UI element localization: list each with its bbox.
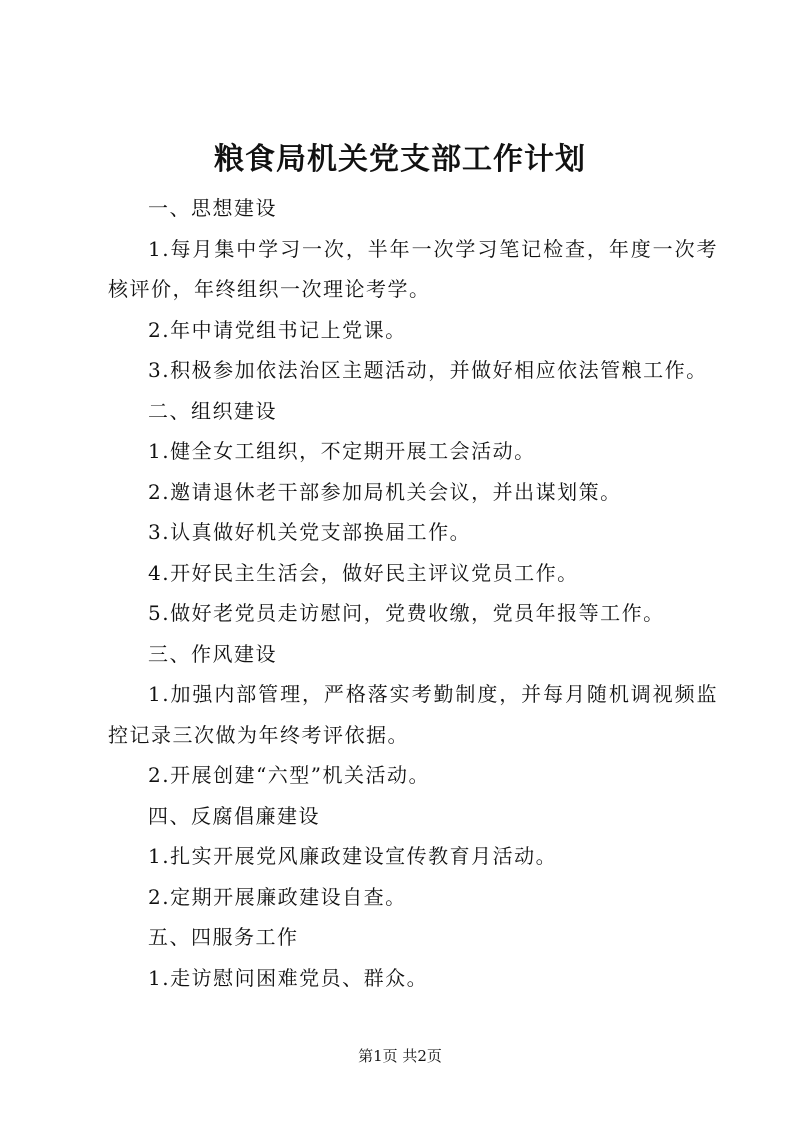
paragraph: 2.开展创建“六型”机关活动。 [148,763,431,787]
section-heading: 一、思想建设 [148,196,277,220]
document-title: 粮食局机关党支部工作计划 [214,142,586,177]
paragraph: 1.健全女工组织，不定期开展工会活动。 [148,439,536,463]
paragraph: 1.每月集中学习一次，半年一次学习笔记检查，年度一次考核评价，年终组织一次理论考学。 [108,236,718,301]
page-footer: 第1页 共2页 [358,1047,442,1065]
paragraph: 3.积极参加依法治区主题活动，并做好相应依法管粮工作。 [148,358,708,382]
paragraph: 2.年中请党组书记上党课。 [148,317,407,342]
paragraph: 2.邀请退休老干部参加局机关会议，并出谋划策。 [148,479,622,504]
paragraph: 1.走访慰问困难党员、群众。 [148,965,429,990]
section-heading: 二、组织建设 [148,398,277,423]
document-body [108,188,718,998]
paragraph: 4.开好民主生活会，做好民主评议党员工作。 [148,560,579,585]
section-heading: 四、反腐倡廉建设 [148,803,320,828]
paragraph: 2.定期开展廉政建设自查。 [148,884,407,909]
section-heading: 三、作风建设 [148,641,277,666]
paragraph: 1.加强内部管理，严格落实考勤制度，并每月随机调视频监控记录三次做为年终考评依据。 [108,682,718,747]
paragraph: 1.扎实开展党风廉政建设宣传教育月活动。 [148,844,558,868]
section-heading: 五、四服务工作 [148,925,299,949]
paragraph: 3.认真做好机关党支部换届工作。 [148,520,472,544]
paragraph: 5.做好老党员走访慰问，党费收缴，党员年报等工作。 [148,601,665,625]
